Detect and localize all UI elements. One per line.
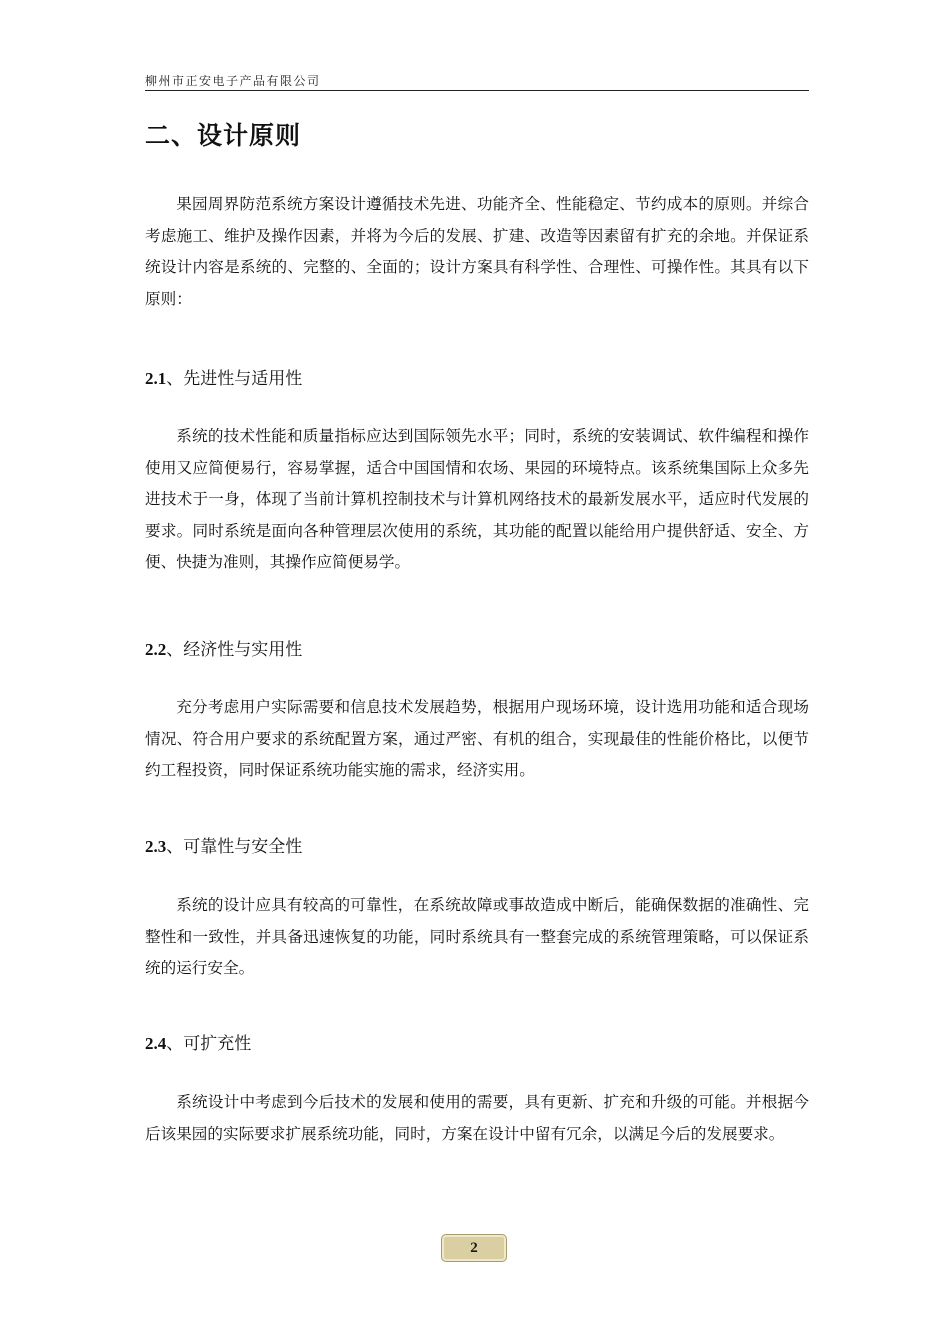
page-title: 二、设计原则: [145, 121, 302, 150]
section-body-2-3: 系统的设计应具有较高的可靠性，在系统故障或事故造成中断后，能确保数据的准确性、完整性和一致性，并具备迅速恢复的功能，同时系统具有一整套完成的系统管理策略，可以保证系统的运行安全。: [145, 896, 809, 977]
section-number: 2.3: [145, 837, 167, 856]
section-heading-2-1: [145, 364, 302, 389]
intro-paragraph: 果园周界防范系统方案设计遵循技术先进、功能齐全、性能稳定、节约成本的原则。并综合考虑施工、维护及操作因素，并将为今后的发展、扩建、改造等因素留有扩充的余地。并保证系统设计内容是系统的、完整的、全面的；设计方案具有科学性、合理性、可操作性。其具有以下原则：: [145, 195, 809, 308]
page-number-badge: [441, 1234, 507, 1262]
section-body-2-4: 系统设计中考虑到今后技术的发展和使用的需要，具有更新、扩充和升级的可能。并根据今后该果园的实际要求扩展系统功能，同时，方案在设计中留有冗余，以满足今后的发展要求。: [145, 1093, 809, 1143]
header-company-name: 柳州市正安电子产品有限公司: [145, 74, 321, 88]
section-body-2-1: 系统的技术性能和质量指标应达到国际领先水平；同时，系统的安装调试、软件编程和操作使用又应简便易行，容易掌握，适合中国国情和农场、果园的环境特点。该系统集国际上众多先进技术于一身，体现了当前计算机控制技术与计算机网络技术的最新发展水平，适应时代发展的要求。同时系统是面向各种管理层次使用的系统，其功能的配置以能给用户提供舒适、安全、方便、快捷为准则，其操作应简便易学。: [145, 427, 809, 571]
section-body-2-2: 充分考虑用户实际需要和信息技术发展趋势，根据用户现场环境，设计选用功能和适合现场情况、符合用户要求的系统配置方案，通过严密、有机的组合，实现最佳的性能价格比，以便节约工程投资，同时保证系统功能实施的需求，经济实用。: [145, 698, 809, 779]
section-title: 、经济性与实用性: [166, 640, 303, 660]
section-title: 、可扩充性: [166, 1034, 252, 1054]
section-title: 、可靠性与安全性: [166, 837, 303, 857]
section-number: 2.1: [145, 369, 167, 388]
section-heading-2-2: [145, 635, 302, 660]
section-title: 、先进性与适用性: [166, 369, 303, 389]
section-number: 2.4: [145, 1034, 167, 1053]
page-number: 2: [470, 1239, 478, 1256]
page-header: [145, 70, 809, 91]
section-heading-2-3: [145, 832, 302, 857]
section-number: 2.2: [145, 640, 167, 659]
section-heading-2-4: [145, 1029, 251, 1054]
